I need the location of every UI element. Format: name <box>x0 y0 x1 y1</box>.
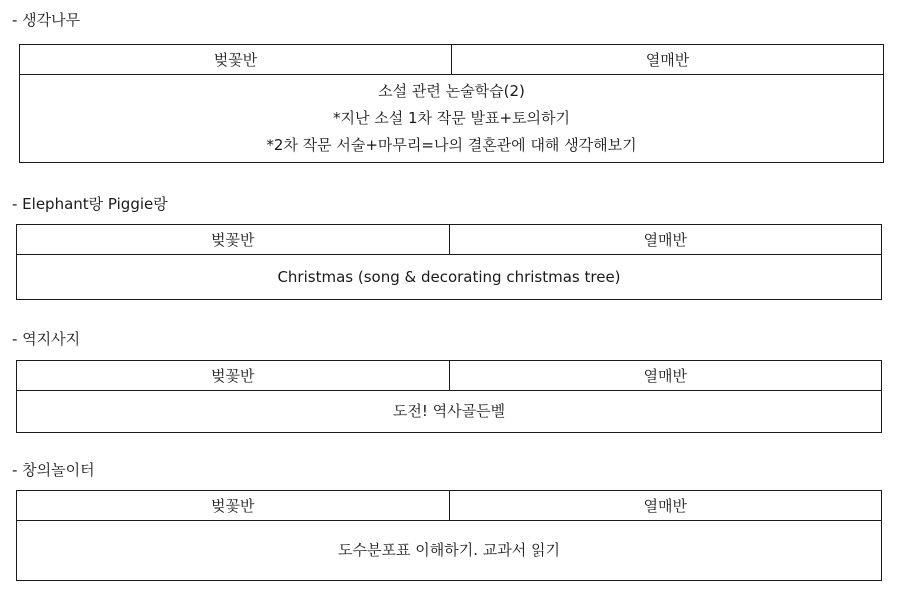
class-table-elephant-piggie <box>16 224 882 300</box>
header-cell-fruit-class: 열매반 <box>449 491 882 521</box>
header-cell-cherry-blossom-class: 벚꽃반 <box>17 491 450 521</box>
table-header-row <box>17 361 882 391</box>
header-cell-cherry-blossom-class: 벚꽃반 <box>17 361 450 391</box>
table-row <box>17 391 882 433</box>
table-row <box>20 75 884 163</box>
header-cell-fruit-class: 열매반 <box>449 361 882 391</box>
activity-line: 도수분포표 이해하기. 교과서 읽기 <box>338 541 560 559</box>
activity-cell <box>17 255 882 300</box>
class-table-creative-playground <box>16 490 882 581</box>
header-cell-cherry-blossom-class: 벚꽃반 <box>17 225 450 255</box>
activity-cell <box>17 521 882 581</box>
table-row <box>17 521 882 581</box>
class-table-thinking-tree <box>19 44 884 163</box>
activity-cell <box>20 75 884 163</box>
section-title-empathy: - 역지사지 <box>12 330 81 348</box>
table-row <box>17 255 882 300</box>
section-title-creative-playground: - 창의놀이터 <box>12 461 95 479</box>
class-table-empathy <box>16 360 882 433</box>
header-cell-fruit-class: 열매반 <box>449 225 882 255</box>
header-cell-fruit-class: 열매반 <box>452 45 884 75</box>
section-title-elephant-piggie: - Elephant랑 Piggie랑 <box>12 195 168 213</box>
table-header-row <box>17 491 882 521</box>
activity-line: *2차 작문 서술+마무리=나의 결혼관에 대해 생각해보기 <box>266 136 637 154</box>
activity-line: 도전! 역사골든벨 <box>392 402 506 420</box>
activity-line: *지난 소설 1차 작문 발표+토의하기 <box>332 109 571 127</box>
activity-cell <box>17 391 882 433</box>
activity-line: Christmas (song & decorating christmas tree) <box>277 267 621 286</box>
section-title-thinking-tree: - 생각나무 <box>12 11 81 29</box>
table-header-row <box>17 225 882 255</box>
header-cell-cherry-blossom-class: 벚꽃반 <box>20 45 452 75</box>
table-header-row <box>20 45 884 75</box>
activity-line: 소설 관련 논술학습(2) <box>378 82 525 100</box>
